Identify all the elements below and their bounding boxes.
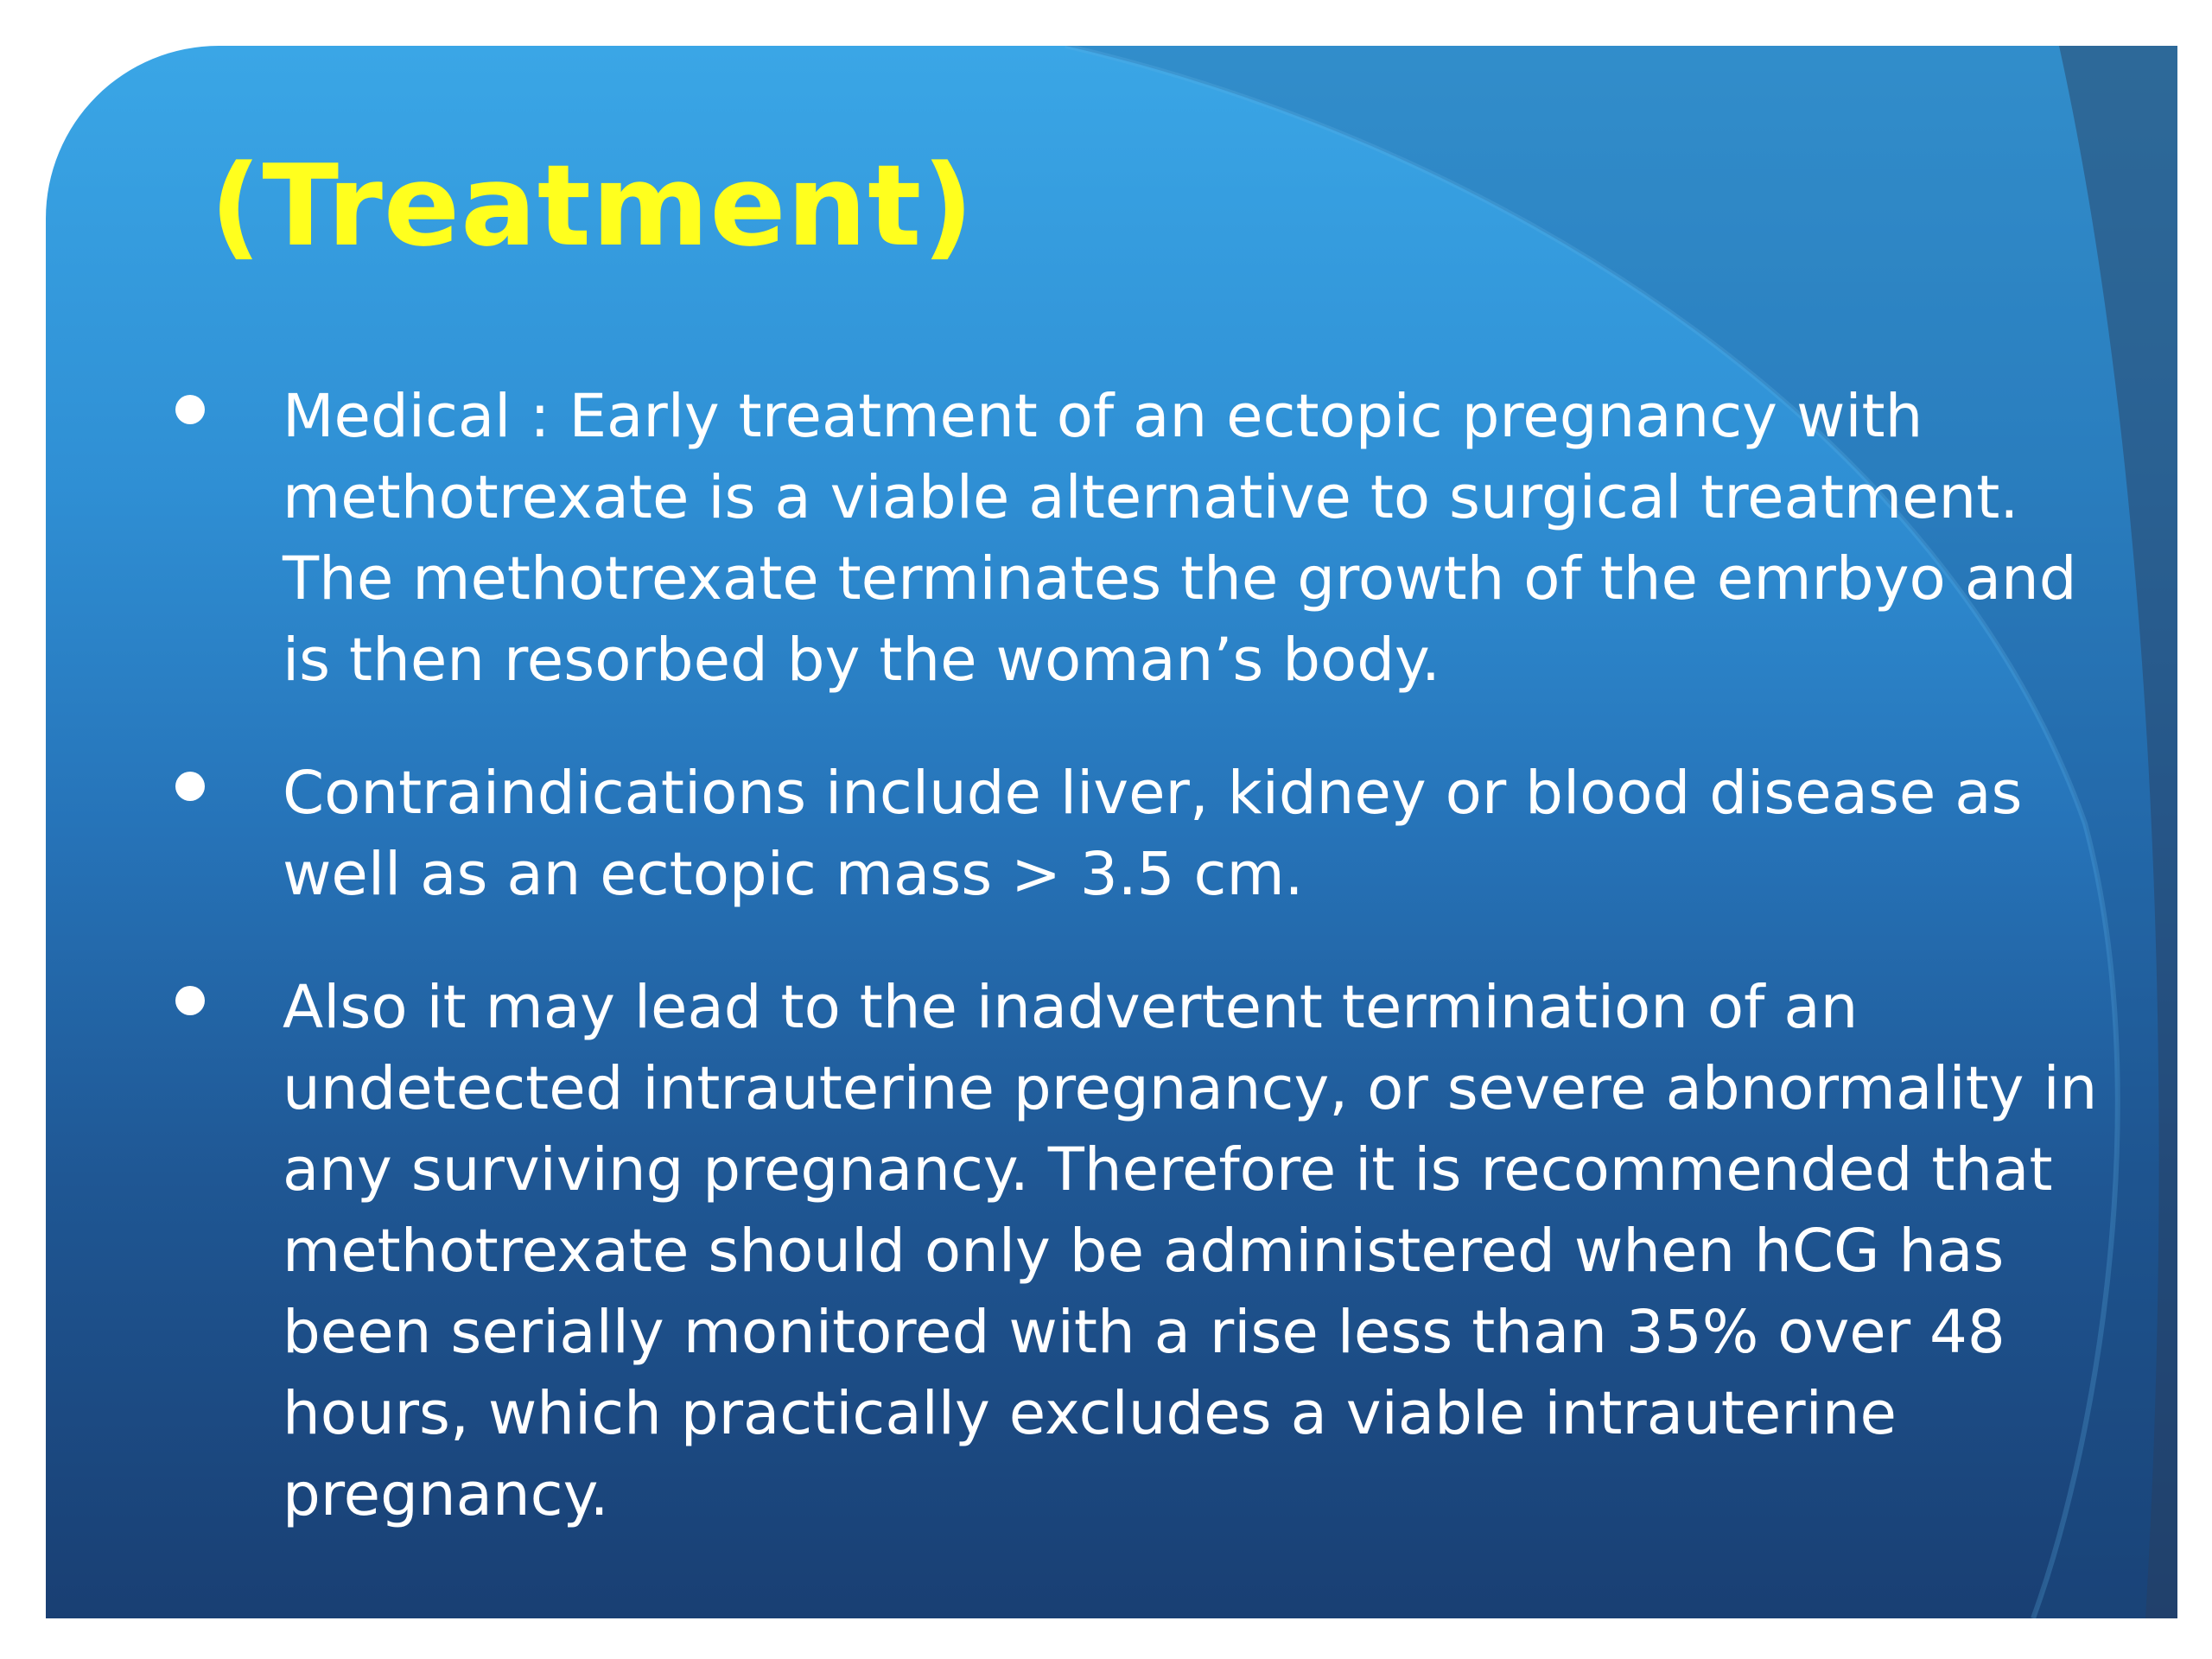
bullet-list — [175, 376, 2128, 1587]
bullet-text: Medical : Early treatment of an ectopic pregnancy with methotrexate is a viable alternative to surgical treatment. The methotrexate terminates the growth of the emrbyo and is then resorbed by the woman’s body. — [283, 382, 2077, 695]
bullet-item-medical — [175, 376, 2128, 701]
bullet-item-risks — [175, 967, 2128, 1535]
bullet-text: Contraindications include liver, kidney or blood disease as well as an ectopic mass > 3.5 cm. — [283, 759, 2023, 909]
bullet-dot-icon — [175, 986, 205, 1015]
bullet-item-contraindications — [175, 753, 2128, 915]
bullet-text: Also it may lead to the inadvertent termination of an undetected intrauterine pregnancy, or severe abnormality in any surviving pregnancy. Therefore it is recommended that methotrexate should only be administered when hCG has been serially monitored with a rise less than 35% over 48 hours, which practically excludes a viable intrauterine pregnancy. — [283, 973, 2098, 1529]
slide — [46, 46, 2177, 1618]
slide-title: (Treatment) — [210, 140, 975, 271]
bullet-dot-icon — [175, 772, 205, 801]
bullet-dot-icon — [175, 395, 205, 424]
